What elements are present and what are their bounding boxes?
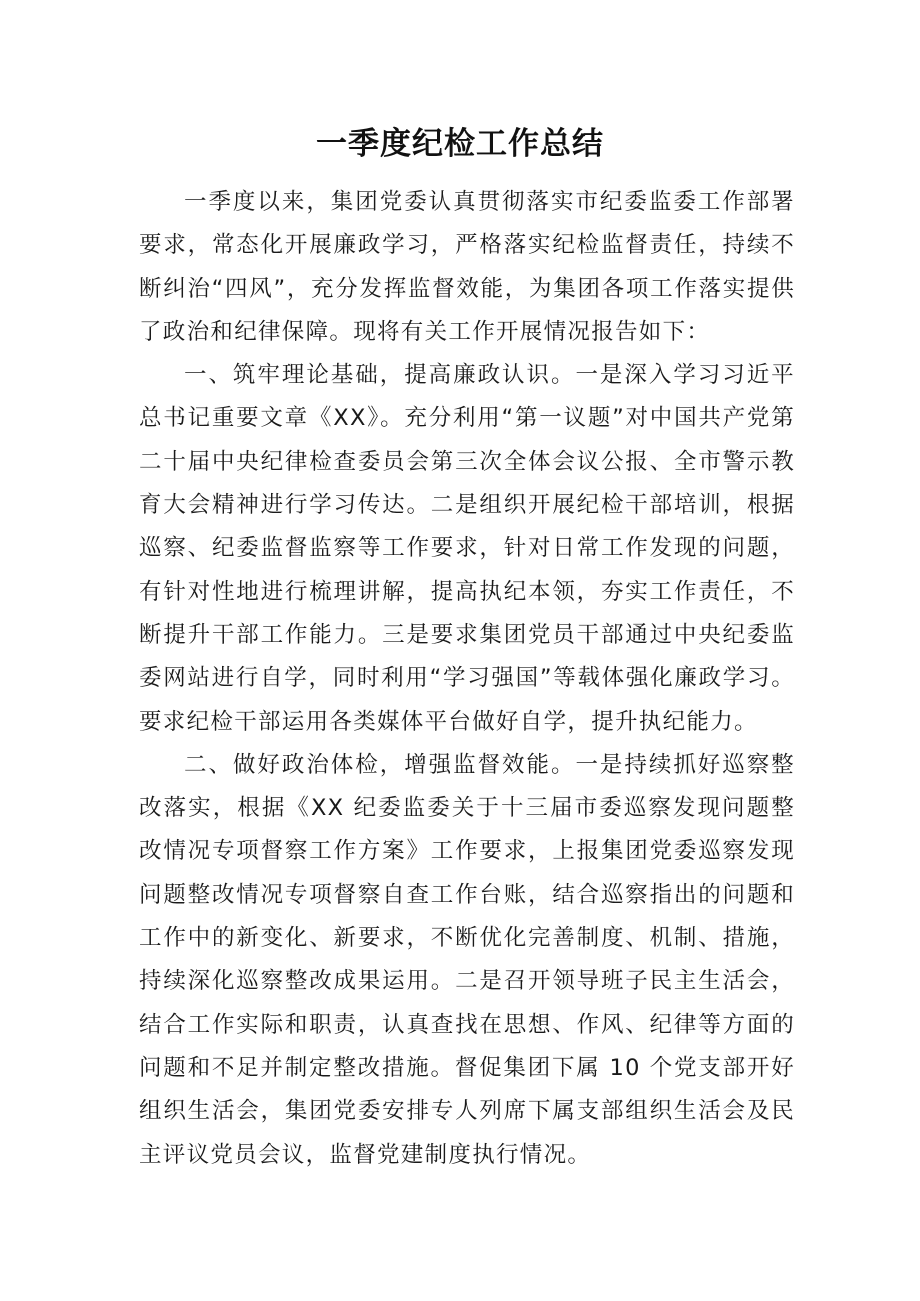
paragraph-intro: 一季度以来，集团党委认真贯彻落实市纪委监委工作部署要求，常态化开展廉政学习，严格落实纪检监督责任，持续不断纠治“四风”，充分发挥监督效能，为集团各项工作落实提供了政治和纪律保障。现将有关工作开展情况报告如下：: [139, 189, 795, 345]
document-title: 一季度纪检工作总结: [316, 126, 604, 162]
paragraph-section-1: 一、筑牢理论基础，提高廉政认识。一是深入学习习近平总书记重要文章《XX》。充分利用“第一议题”对中国共产党第二十届中央纪律检查委员会第三次全体会议公报、全市警示教育大会精神进行学习传达。二是组织开展纪检干部培训，根据巡察、纪委监督监察等工作要求，针对日常工作发现的问题，有针对性地进行梳理讲解，提高执纪本领，夯实工作责任，不断提升干部工作能力。三是要求集团党员干部通过中央纪委监委网站进行自学，同时利用“学习强国”等载体强化廉政学习。要求纪检干部运用各类媒体平台做好自学，提升执纪能力。: [139, 362, 795, 735]
paragraph-section-2: 二、做好政治体检，增强监督效能。一是持续抓好巡察整改落实，根据《XX 纪委监委关于十三届市委巡察发现问题整改情况专项督察工作方案》工作要求，上报集团党委巡察发现问题整改情况专项督察自查工作台账，结合巡察指出的问题和工作中的新变化、新要求，不断优化完善制度、机制、措施，持续深化巡察整改成果运用。二是召开领导班子民主生活会，结合工作实际和职责，认真查找在思想、作风、纪律等方面的问题和不足并制定整改措施。督促集团下属 10 个党支部开好组织生活会，集团党委安排专人列席下属支部组织生活会及民主评议党员会议，监督党建制度执行情况。: [139, 751, 795, 1168]
document-body: [139, 181, 795, 1177]
